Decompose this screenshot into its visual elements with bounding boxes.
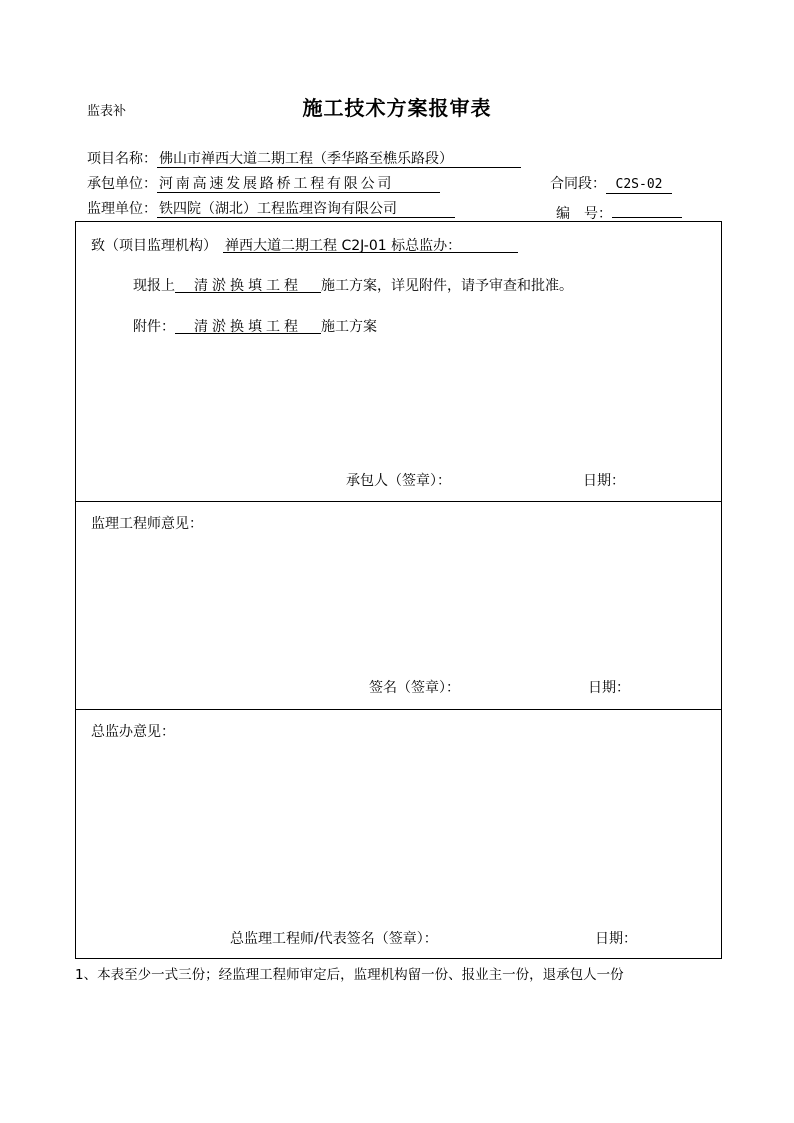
contractor-label: 承包单位： (87, 176, 157, 192)
attachment-value: 清淤换填工程 (175, 316, 321, 334)
number-row (556, 200, 682, 223)
contract-row (550, 175, 672, 194)
project-label: 项目名称： (87, 151, 157, 167)
report-value: 清淤换填工程 (175, 275, 321, 293)
footer-note: 1、本表至少一式三份；经监理工程师审定后，监理机构留一份、报业主一份，退承包人一份 (75, 967, 624, 983)
contractor-date-label: 日期： (583, 473, 625, 489)
contract-label: 合同段： (550, 176, 606, 192)
supervisor-label: 监理单位： (87, 201, 157, 217)
contractor-row (87, 175, 440, 193)
form-code: 监表补 (87, 104, 127, 119)
chief-opinion-section (75, 709, 722, 959)
project-value: 佛山市禅西大道二期工程（季华路至樵乐路段） (157, 150, 521, 168)
submission-section (75, 221, 722, 502)
report-suffix: 施工方案，详见附件，请予审查和批准。 (321, 278, 573, 294)
attachment-prefix: 附件： (133, 319, 175, 335)
supervisor-row (87, 200, 455, 218)
engineer-sign-label: 签名（签章）： (369, 680, 460, 696)
addressee-value: 禅西大道二期工程 C2J-01 标总监办： (223, 235, 518, 253)
contract-value: C2S-02 (606, 176, 672, 194)
contractor-sign-label: 承包人（签章）： (346, 473, 451, 489)
report-prefix: 现报上 (133, 278, 175, 294)
page-title: 施工技术方案报审表 (302, 96, 492, 120)
supervisor-value: 铁四院（湖北）工程监理咨询有限公司 (157, 200, 455, 218)
attachment-suffix: 施工方案 (321, 319, 377, 335)
attachment-row (133, 316, 377, 336)
number-label: 编 号： (556, 206, 612, 222)
chief-date-label: 日期： (595, 931, 637, 947)
chief-opinion-heading: 总监办意见： (91, 724, 175, 740)
engineer-opinion-heading: 监理工程师意见： (91, 516, 203, 532)
chief-sign-label: 总监理工程师/代表签名（签章）： (230, 931, 438, 947)
contractor-value: 河南高速发展路桥工程有限公司 (157, 175, 440, 193)
addressee-row (91, 235, 518, 255)
addressee-label: 致（项目监理机构） (91, 238, 217, 254)
engineer-opinion-section (75, 501, 722, 710)
report-row (133, 275, 573, 295)
number-value (612, 200, 682, 218)
engineer-date-label: 日期： (588, 680, 630, 696)
project-row (87, 150, 521, 168)
